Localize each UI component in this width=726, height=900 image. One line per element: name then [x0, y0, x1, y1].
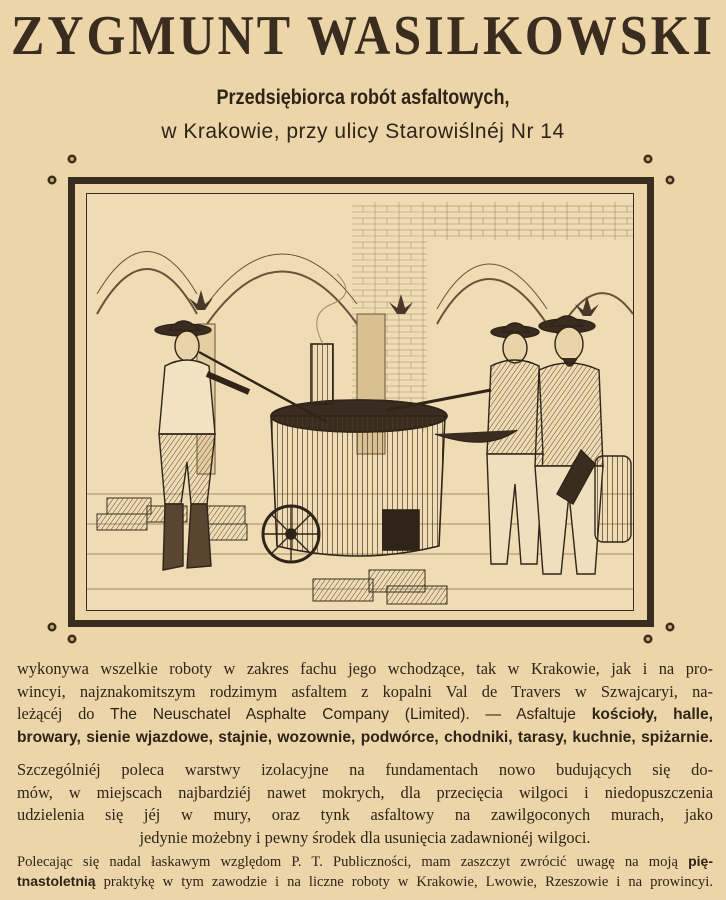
company-reference: The Neuschatel Asphalte Company (Limited). — Asfaltuje	[110, 706, 592, 723]
rivet-icon	[46, 621, 58, 633]
paragraph-recommendation	[17, 852, 713, 892]
text-line: wincyi, najznakomitszym rodzimym asfaltem z kopalni Val de Travers w Szwajcaryi, na-	[17, 681, 713, 701]
engraving-illustration	[86, 193, 634, 611]
rivet-icon	[642, 153, 654, 165]
rivet-icon	[46, 174, 58, 186]
text-bold: tnastoletnią	[17, 873, 96, 889]
text-line: Szczególniéj poleca warstwy izolacyjne na fundamentach nowo budujących się do-	[17, 760, 713, 779]
text-line: jedynie możebny i pewny środek dla usunięcia zadawnionéj wilgoci.	[139, 827, 591, 847]
text-segment: praktykę w tym zawodzie i na liczne roboty w Krakowie, Lwowie, Rzeszowie i na prowincyi.	[95, 874, 713, 890]
rivet-icon	[642, 633, 654, 645]
occupation-line: Przedsiębiorca robót asfaltowych,	[216, 86, 510, 109]
text-bold: pię-	[688, 853, 713, 869]
rivet-icon	[664, 174, 676, 186]
text-line	[17, 872, 713, 892]
rivet-icon	[66, 153, 78, 165]
text-segment: leżącéj do	[17, 704, 111, 723]
text-line: udzielenia się jéj w mury, oraz tynk asfaltowy na zawilgoconych murach, jako	[17, 805, 713, 824]
text-line	[17, 852, 713, 872]
text-bold: kościoły, halle,	[591, 706, 713, 723]
paragraph-insulation	[17, 759, 713, 849]
rivet-icon	[66, 633, 78, 645]
services-list: browary, sienie wjazdowe, stajnie, wozownie, podwórce, chodniki, tarasy, kuchnie, spiżarnie.	[17, 728, 713, 746]
address-line: w Krakowie, przy ulicy Starowiślnéj Nr 14	[161, 120, 565, 143]
paragraph-services	[17, 658, 713, 749]
text-segment: Polecając się nadal łaskawym względom P. T. Publiczności, mam zaszczyt zwrócić uwagę na moją	[17, 854, 689, 870]
asphalt-workers-engraving-icon	[87, 194, 633, 610]
company-name: ZYGMUNT WASILKOWSKI	[11, 3, 715, 67]
rivet-icon	[664, 621, 676, 633]
text-line	[17, 703, 713, 727]
text-line: mów, w miejscach najbardziéj nawet mokrych, dla przecięcia wilgoci i niedopuszczenia	[17, 782, 713, 802]
text-line: wykonywa wszelkie roboty w zakres fachu jego wchodzące, tak w Krakowie, jak i na pro-	[17, 659, 713, 678]
